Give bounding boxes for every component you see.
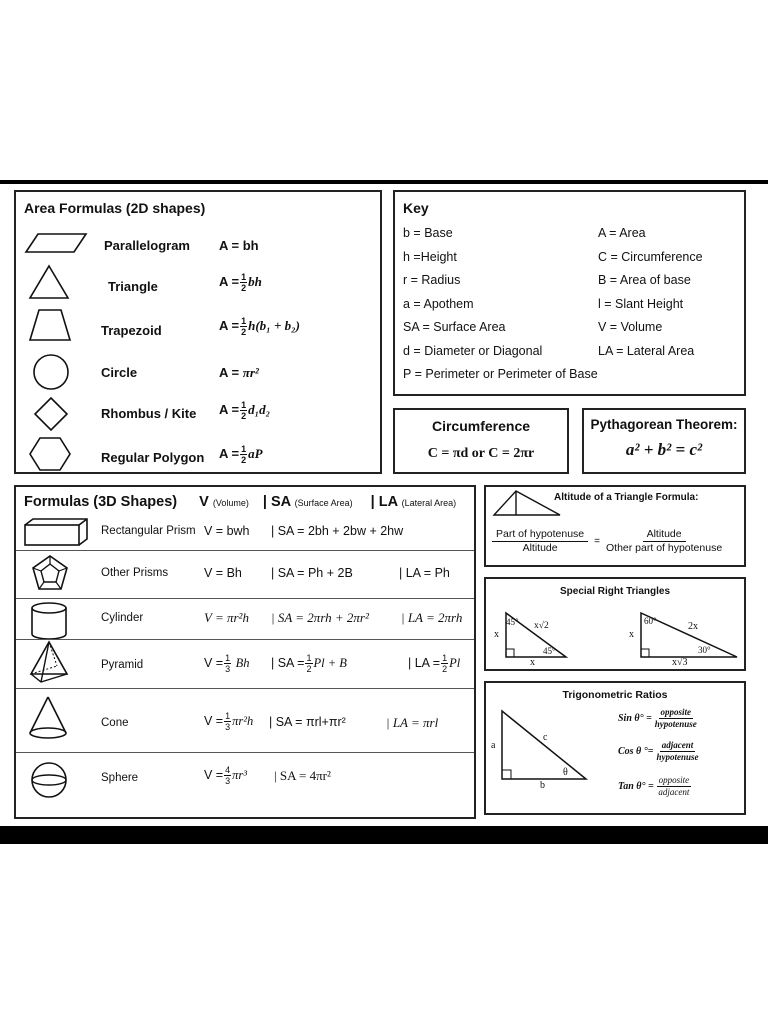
shape-formula: A = πr²: [219, 365, 259, 380]
surface-area-formula: | SA = $\frac{1}{2}$ Pl + B: [271, 653, 347, 674]
solid-name: Rectangular Prism: [101, 525, 196, 537]
trig-panel: [484, 681, 746, 815]
key-item: A = Area: [598, 226, 646, 240]
side-label: x: [494, 629, 499, 640]
shape-name: Parallelogram: [104, 238, 190, 253]
bottom-border-bar: [0, 826, 768, 844]
pythagorean-formula: a² + b² = c²: [625, 440, 703, 459]
key-panel: [393, 190, 746, 396]
sphere-icon: [29, 760, 69, 800]
cylinder-icon: [29, 600, 69, 642]
side-label: c: [543, 732, 548, 743]
shape-name: Triangle: [108, 279, 158, 294]
circumference-title: Circumference: [431, 418, 531, 434]
area-formulas-panel: [14, 190, 382, 474]
angle-label: 60°: [644, 616, 657, 626]
rectangular-prism-icon: [23, 517, 89, 547]
key-item: SA = Surface Area: [403, 320, 506, 334]
key-item: C = Circumference: [598, 250, 703, 264]
solid-name: Other Prisms: [101, 567, 169, 579]
altitude-panel: [484, 485, 746, 567]
tangent-formula: Tan θ° = opposite adjacent: [618, 775, 690, 797]
pentagonal-prism-icon: [30, 554, 70, 592]
surface-area-formula: | SA = 2πrh + 2πr²: [271, 610, 369, 625]
key-item: b = Base: [403, 226, 453, 240]
pythagorean-panel: [582, 408, 746, 474]
volume-formula: V = bwh: [204, 524, 250, 538]
angle-label: θ: [563, 767, 568, 778]
special-triangles-panel: [484, 577, 746, 671]
trig-title: Trigonometric Ratios: [562, 689, 668, 701]
shape-name: Regular Polygon: [101, 450, 205, 465]
shape-formula: A = bh: [219, 238, 259, 253]
top-border-bar: [0, 180, 768, 184]
solid-name: Cylinder: [101, 612, 144, 624]
right-triangle-icon: [494, 707, 594, 791]
surface-area-formula: | SA = 2bh + 2bw + 2hw: [271, 524, 404, 538]
lateral-area-formula: | LA = $\frac{1}{2}$ Pl: [408, 653, 461, 674]
side-label: x: [629, 629, 634, 640]
side-label: b: [540, 780, 545, 791]
side-label: x√2: [534, 621, 549, 631]
key-item: h =Height: [403, 250, 457, 264]
angle-label: 45°: [506, 617, 519, 627]
lateral-area-formula: | LA = πrl: [386, 715, 439, 730]
row-divider: [16, 639, 474, 640]
side-label: a: [491, 740, 496, 751]
sine-formula: Sin θ° = opposite hypotenuse: [618, 707, 697, 729]
side-label: x√3: [672, 657, 688, 668]
side-label: x: [530, 657, 535, 668]
pythagorean-title: Pythagorean Theorem:: [590, 417, 738, 432]
shape-name: Rhombus / Kite: [101, 406, 197, 421]
key-item: a = Apothem: [403, 297, 474, 311]
lateral-area-formula: | LA = 2πrh: [401, 610, 463, 625]
cosine-formula: Cos θ °= adjacent hypotenuse: [618, 740, 699, 762]
altitude-title: Altitude of a Triangle Formula:: [554, 492, 699, 503]
volume-formula: V = $\frac{1}{3}$ Bh: [204, 653, 250, 674]
circumference-formula: C = πd or C = 2πr: [427, 446, 535, 461]
side-label: 2x: [688, 621, 698, 632]
lateral-area-formula: | LA = Ph: [399, 566, 450, 580]
angle-label: 45°: [543, 646, 556, 656]
key-item: LA = Lateral Area: [598, 344, 695, 358]
surface-area-formula: | SA = 4πr²: [274, 768, 331, 783]
hexagon-icon: [28, 436, 72, 472]
volume-formula: V = $\frac{1}{3}$ πr²h: [204, 711, 254, 732]
volume-formula: V = Bh: [204, 566, 242, 580]
key-item: P = Perimeter or Perimeter of Base: [403, 367, 598, 381]
key-item: r = Radius: [403, 273, 461, 287]
row-divider: [16, 598, 474, 599]
volume-formula: V = πr²h: [204, 610, 249, 625]
cone-icon: [27, 695, 69, 741]
surface-area-formula: | SA = Ph + 2B: [271, 566, 353, 580]
row-divider: [16, 688, 474, 689]
solid-name: Pyramid: [101, 659, 144, 671]
parallelogram-icon: [24, 230, 88, 256]
solid-name: Cone: [101, 717, 129, 729]
row-divider: [16, 752, 474, 753]
row-divider: [16, 550, 474, 551]
circumference-panel: [393, 408, 569, 474]
pyramid-icon: [27, 640, 71, 686]
circle-icon: [31, 352, 71, 392]
trapezoid-icon: [28, 308, 72, 342]
shape-formula: A = $\frac{1}{2}$ d₁d₂: [219, 400, 271, 421]
triangle-45-45-90-icon: [496, 603, 576, 669]
surface-area-formula: | SA = πrl+πr²: [269, 715, 346, 729]
key-item: B = Area of base: [598, 273, 691, 287]
panel-title: Area Formulas (2D shapes): [24, 200, 206, 216]
solid-name: Sphere: [101, 772, 139, 784]
angle-label: 30°: [698, 645, 711, 655]
shape-formula: A = $\frac{1}{2}$ bh: [219, 272, 262, 293]
panel-header: Formulas (3D Shapes) V (Volume) | SA (Surface Area) | LA (Lateral Area): [24, 494, 457, 510]
triangle-icon: [28, 264, 70, 300]
key-item: d = Diameter or Diagonal: [403, 344, 543, 358]
key-item: V = Volume: [598, 320, 663, 334]
shape-name: Trapezoid: [101, 323, 162, 338]
special-title: Special Right Triangles: [559, 586, 671, 597]
shape-formula: A = $\frac{1}{2}$ aP: [219, 444, 263, 465]
key-item: l = Slant Height: [598, 297, 684, 311]
rhombus-icon: [33, 396, 69, 432]
shape-name: Circle: [101, 365, 138, 380]
volume-formula: V = $\frac{4}{3}$ πr³: [204, 765, 248, 786]
altitude-triangle-icon: [492, 489, 562, 517]
altitude-formula: Part of hypotenuse Altitude = Altitude Other part of hypotenuse: [492, 528, 722, 555]
key-title: Key: [403, 200, 429, 216]
shape-formula: A = $\frac{1}{2}$ h(b₁ + b₂): [219, 316, 300, 337]
formulas-3d-panel: [14, 485, 476, 819]
